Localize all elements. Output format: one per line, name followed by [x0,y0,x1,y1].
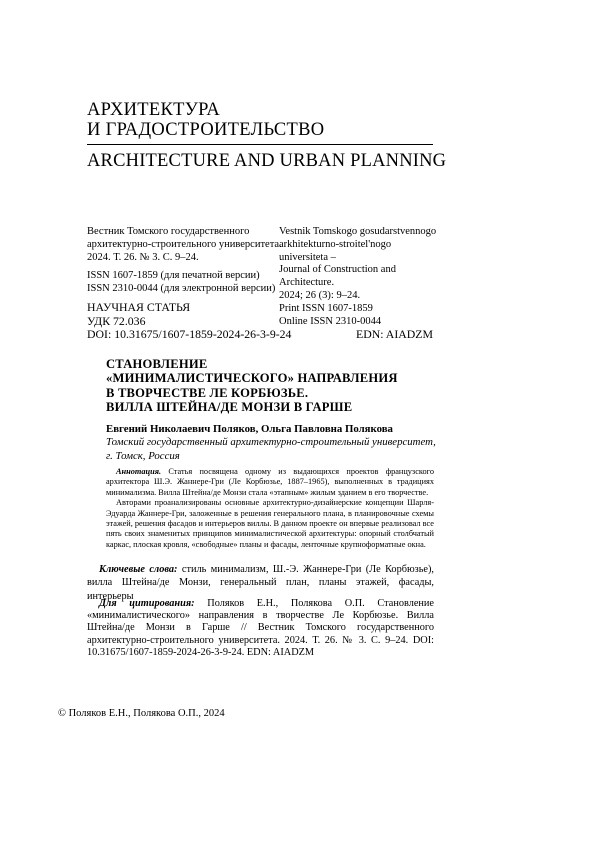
edn: EDN: AIADZM [355,327,433,341]
copyright: © Поляков Е.Н., Полякова О.П., 2024 [58,708,225,719]
journal-info-ru [87,226,287,296]
abstract-paragraph-2: Авторами проанализированы основные архитектурно-дизайнерские концепции Шарля-Эдуарда Жаннере-Гри, заложенные в решения генерального плана, в планировочные схемы этажей, решения фасадов и интерьеров виллы. В данном проекте он впервые реализовал все пять своих знаменитых принципов минималистической архитектуры: опорный столбчатый каркас, плоская кровля, «свободные» планы и фасады, ленточные крупноформатные окна. [106,498,434,549]
affiliation-line2: г. Томск, Россия [106,449,180,462]
issn-print-ru: ISSN 1607-1859 (для печатной версии) [87,270,260,282]
section-title-ru [87,100,324,140]
journal-en-line1: Vestnik Tomskogo gosudarstvennogo [279,226,437,237]
citation [87,598,434,659]
journal-en-line3: Journal of Construction and Architecture. [279,264,396,289]
section-title-ru-line2: И ГРАДОСТРОИТЕЛЬСТВО [87,120,325,140]
section-title-ru-line1: АРХИТЕКТУРА [87,100,220,120]
journal-ru-line2: архитектурно-строительного университета. [87,238,282,250]
affiliation [106,436,446,463]
article-meta [87,301,433,342]
abstract-text-1: Статья посвящена одному из выдающихся проектов французского архитектора Ш.Э. Жаннере-Гри (Ле Корбюзье, 1887–1965), выполненных в традициях минимализма. Вилла Штейна/де Монзи стала «этапным» жилым зданием в его творчестве. [106,467,434,497]
keywords-text: стиль минимализм, Ш.-Э. Жаннере-Гри (Ле Корбюзье), вилла Штейна/де Монзи, генеральный план, планы этажей, фасады, интерьеры [87,564,435,602]
section-title-en: ARCHITECTURE AND URBAN PLANNING [87,151,447,171]
issn-online-en: Online ISSN 2310-0044 [279,315,382,327]
authors: Евгений Николаевич Поляков, Ольга Павловна Полякова [106,423,393,435]
article-type: НАУЧНАЯ СТАТЬЯ [87,300,191,314]
title-line4: ВИЛЛА ШТЕЙНА/ДЕ МОНЗИ В ГАРШЕ [106,400,353,415]
journal-ru-line3: 2024. Т. 26. № 3. С. 9–24. [87,251,199,263]
citation-text: Поляков Е.Н., Полякова О.П. Становление «минималистического» направления в творчестве Ле Корбюзье. Вилла Штейна/де Монзи в Гарше // Вестник Томского государственного архитектурно-строительного университета. 2024. Т. 26. № 3. С. 9–24. DOI: 10.31675/1607-1859-2024-26-3-9-24. EDN: AIADZM [87,598,435,658]
article-title [106,357,398,415]
issn-print-en: Print ISSN 1607-1859 [279,302,373,314]
doi: DOI: 10.31675/1607-1859-2024-26-3-9-24 [87,327,292,341]
journal-ru-line1: Вестник Томского государственного [87,226,250,237]
abstract [106,467,434,550]
title-line1: СТАНОВЛЕНИЕ [106,357,208,371]
journal-en-line2: arkhitekturno-stroitel'nogo universiteta – [279,238,392,263]
issn-online-ru: ISSN 2310-0044 (для электронной версии) [87,283,276,295]
citation-lead: Для цитирования: [99,598,195,609]
keywords-lead: Ключевые слова: [99,564,178,575]
title-line3: В ТВОРЧЕСТВЕ ЛЕ КОРБЮЗЬЕ. [106,385,309,400]
journal-en-line4: 2024; 26 (3): 9–24. [279,289,361,301]
abstract-paragraph-1 [106,467,434,498]
udc-code: УДК 72.036 [87,313,146,328]
title-line2: «МИНИМАЛИСТИЧЕСКОГО» НАПРАВЛЕНИЯ [106,371,398,386]
section-divider [87,144,433,145]
abstract-lead: Аннотация. [116,467,162,476]
affiliation-line1: Томский государственный архитектурно-строительный университет, [106,436,436,448]
